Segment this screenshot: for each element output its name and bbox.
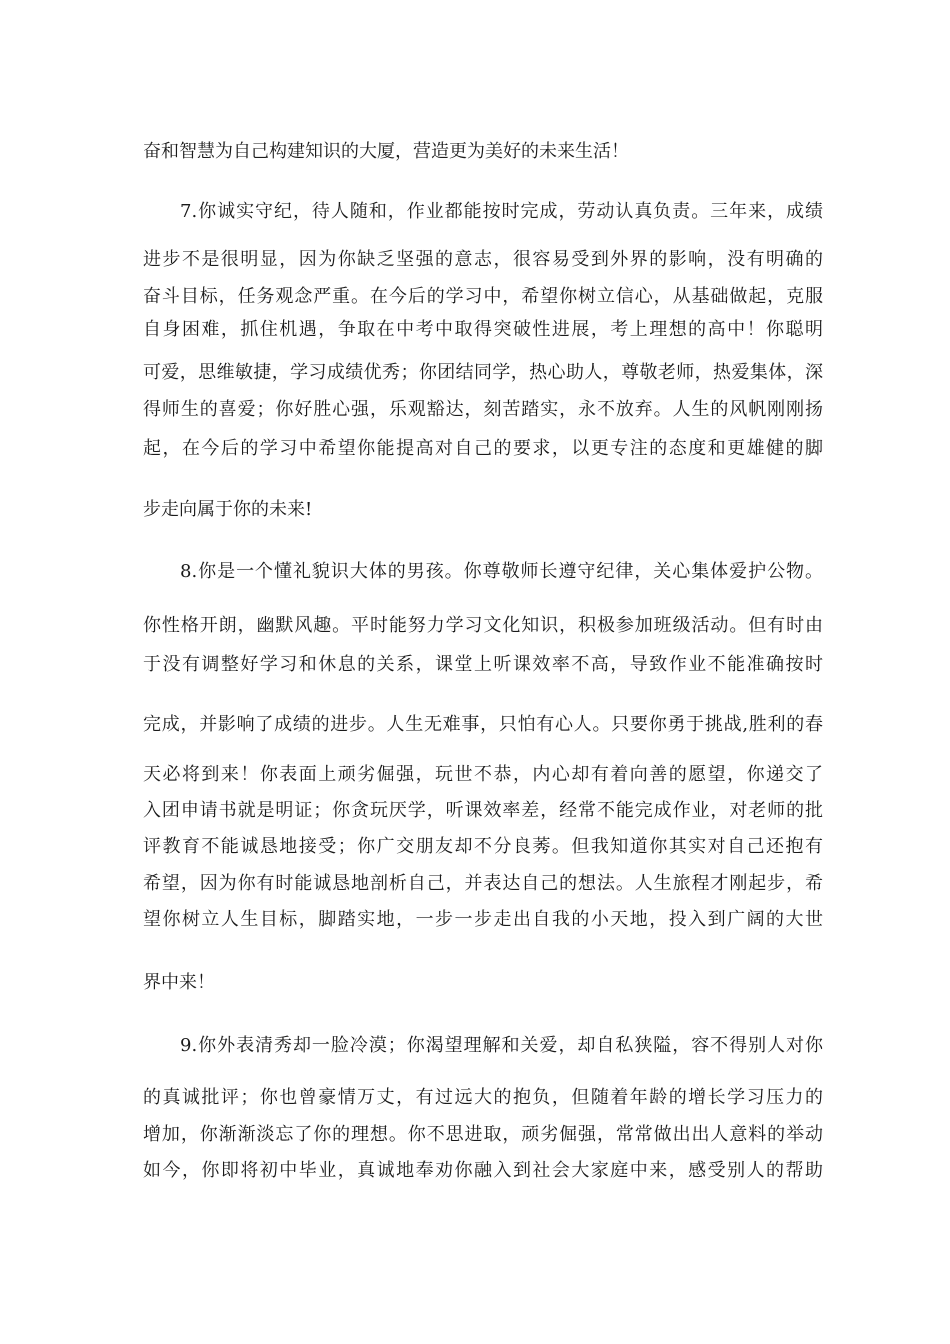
text-line: 进步不是很明显，因为你缺乏坚强的意志，很容易受到外界的影响，没有明确的	[143, 249, 823, 270]
text-line: 如今，你即将初中毕业，真诚地奉劝你融入到社会大家庭中来，感受别人的帮助	[143, 1160, 823, 1181]
text-line: 入团申请书就是明证；你贪玩厌学，听课效率差，经常不能完成作业，对老师的批	[143, 800, 823, 821]
text-line: 完成，并影响了成绩的进步。人生无难事，只怕有心人。只要你勇于挑战,胜利的春	[143, 714, 823, 735]
text-line: 评教育不能诚恳地接受；你广交朋友却不分良莠。但我知道你其实对自己还抱有	[143, 836, 823, 857]
text-line: 奋斗目标，任务观念严重。在今后的学习中，希望你树立信心，从基础做起，克服	[143, 286, 823, 307]
text-line: 的真诚批评；你也曾豪情万丈，有过远大的抱负，但随着年龄的增长学习压力的	[143, 1087, 823, 1108]
text-line: 可爱，思维敏捷，学习成绩优秀；你团结同学，热心助人，尊敬老师，热爱集体，深	[143, 362, 823, 383]
text-line: 得师生的喜爱；你好胜心强，乐观豁达，刻苦踏实，永不放弃。人生的风帆刚刚扬	[143, 399, 823, 420]
text-line: 起，在今后的学习中希望你能提高对自己的要求，以更专注的态度和更雄健的脚	[143, 438, 823, 459]
text-line: 界中来！	[143, 972, 215, 993]
text-line: 于没有调整好学习和休息的关系，课堂上听课效率不高，导致作业不能准确按时	[143, 654, 823, 675]
text-line: 自身困难，抓住机遇，争取在中考中取得突破性进展，考上理想的高中！你聪明	[143, 319, 823, 340]
text-line: 步走向属于你的未来!	[143, 499, 313, 520]
paragraph-9-first-line: 9.你外表清秀却一脸冷漠；你渴望理解和关爱，却自私狭隘，容不得别人对你	[180, 1035, 823, 1056]
text-line: 天必将到来！你表面上顽劣倔强，玩世不恭，内心却有着向善的愿望，你递交了	[143, 764, 823, 785]
paragraph-8-first-line: 8.你是一个懂礼貌识大体的男孩。你尊敬师长遵守纪律，关心集体爱护公物。	[180, 561, 823, 582]
paragraph-7-first-line: 7.你诚实守纪，待人随和，作业都能按时完成，劳动认真负责。三年来，成绩	[180, 201, 823, 222]
text-line: 你性格开朗，幽默风趣。平时能努力学习文化知识，积极参加班级活动。但有时由	[143, 615, 823, 636]
text-line: 希望，因为你有时能诚恳地剖析自己，并表达自己的想法。人生旅程才刚起步，希	[143, 873, 823, 894]
text-line: 增加，你渐渐淡忘了你的理想。你不思进取，顽劣倔强，常常做出出人意料的举动	[143, 1124, 823, 1145]
text-line: 望你树立人生目标，脚踏实地，一步一步走出自我的小天地，投入到广阔的大世	[143, 909, 823, 930]
text-line: 奋和智慧为自己构建知识的大厦，营造更为美好的未来生活！	[143, 141, 629, 162]
